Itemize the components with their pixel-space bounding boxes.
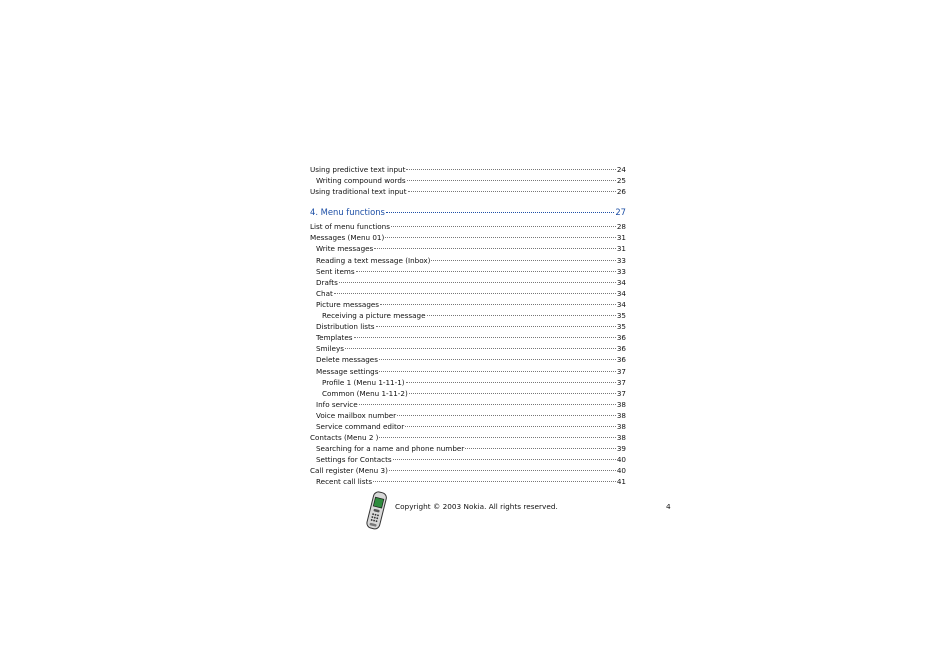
toc-leader-dots <box>374 248 616 249</box>
toc-entry[interactable] <box>310 232 626 243</box>
toc-entry-label: Recent call lists <box>316 477 373 487</box>
toc-entry-label: 4. Menu functions <box>310 207 385 218</box>
toc-leader-dots <box>373 481 616 482</box>
toc-entry-label: Picture messages <box>316 299 380 309</box>
toc-entry[interactable] <box>310 410 626 421</box>
toc-leader-dots <box>465 448 616 449</box>
toc-leader-dots <box>379 359 616 360</box>
toc-leader-dots <box>380 304 616 305</box>
toc-entry-page: 34 <box>616 288 626 298</box>
toc-entry-label: Common (Menu 1-11-2) <box>322 388 408 398</box>
toc-entry-label: Chat <box>316 288 333 298</box>
toc-entry-page: 36 <box>616 344 626 354</box>
toc-entry-label: Using predictive text input <box>310 165 406 174</box>
toc-entry-page: 35 <box>616 311 626 321</box>
toc-entry[interactable] <box>310 164 626 175</box>
toc-entry[interactable] <box>310 186 626 197</box>
toc-entry-label: List of menu functions <box>310 222 390 232</box>
toc-entry[interactable] <box>310 332 626 343</box>
toc-entry-page: 33 <box>616 266 626 276</box>
toc-leader-dots <box>408 191 616 192</box>
toc-entry-label: Delete messages <box>316 355 378 365</box>
toc-entry-page: 40 <box>616 455 626 465</box>
toc-leader-dots <box>339 282 616 283</box>
nokia-phone-icon <box>364 490 390 532</box>
toc-leader-dots <box>407 180 616 181</box>
toc-entry[interactable] <box>310 221 626 232</box>
toc-entry-page: 37 <box>616 366 626 376</box>
toc-entry[interactable] <box>310 243 626 254</box>
toc-entry[interactable] <box>310 454 626 465</box>
toc-leader-dots <box>431 260 615 261</box>
toc-entry-label: Receiving a picture message <box>322 311 426 321</box>
toc-entry-page: 38 <box>616 399 626 409</box>
toc-entry[interactable] <box>310 277 626 288</box>
toc-entry[interactable] <box>310 266 626 277</box>
toc-entry-page: 34 <box>616 277 626 287</box>
toc-leader-dots <box>391 226 616 227</box>
toc-entry[interactable] <box>310 310 626 321</box>
toc-entry-label: Service command editor <box>316 421 405 431</box>
toc-leader-dots <box>386 212 614 213</box>
toc-entry[interactable] <box>310 388 626 399</box>
toc-entry-label: Info service <box>316 399 358 409</box>
toc-entry-page: 38 <box>616 433 626 443</box>
toc-entry-label: Searching for a name and phone number <box>316 444 465 454</box>
toc-entry-label: Using traditional text input <box>310 187 407 197</box>
toc-entry-label: Contacts (Menu 2 ) <box>310 433 379 443</box>
toc-leader-dots <box>385 237 616 238</box>
toc-entry-page: 36 <box>616 355 626 365</box>
toc-entry-page: 31 <box>616 233 626 243</box>
toc-entry-label: Message settings <box>316 366 379 376</box>
toc-leader-dots <box>427 315 616 316</box>
toc-entry-label: Drafts <box>316 277 338 287</box>
table-of-contents <box>310 164 626 488</box>
toc-entry-label: Templates <box>316 333 353 343</box>
toc-entry-page: 38 <box>616 410 626 420</box>
toc-entry-page: 33 <box>616 255 626 265</box>
toc-leader-dots <box>406 169 615 170</box>
toc-entry[interactable] <box>310 432 626 443</box>
toc-entry[interactable] <box>310 366 626 377</box>
toc-leader-dots <box>345 348 616 349</box>
page-footer <box>364 490 674 532</box>
toc-entry-page: 34 <box>616 299 626 309</box>
toc-entry-label: Profile 1 (Menu 1-11-1) <box>322 377 405 387</box>
toc-entry-label: Voice mailbox number <box>316 410 397 420</box>
toc-leader-dots <box>389 470 616 471</box>
toc-leader-dots <box>409 393 616 394</box>
toc-entry[interactable] <box>310 175 626 186</box>
toc-entry-label: Write messages <box>316 244 374 254</box>
toc-entry-label: Distribution lists <box>316 322 375 332</box>
toc-entry-page: 36 <box>616 333 626 343</box>
toc-entry-page: 27 <box>615 207 626 218</box>
toc-entry[interactable] <box>310 377 626 388</box>
toc-entry-page: 35 <box>616 322 626 332</box>
toc-entry-page: 28 <box>616 222 626 232</box>
toc-leader-dots <box>406 382 616 383</box>
toc-leader-dots <box>334 293 616 294</box>
toc-entry-label: Smileys <box>316 344 344 354</box>
toc-entry[interactable] <box>310 465 626 476</box>
toc-entry[interactable] <box>310 421 626 432</box>
toc-entry-label: Messages (Menu 01) <box>310 233 385 243</box>
toc-leader-dots <box>397 415 616 416</box>
toc-entry[interactable] <box>310 343 626 354</box>
toc-entry-label: Reading a text message (Inbox) <box>316 255 431 265</box>
toc-leader-dots <box>376 326 616 327</box>
toc-leader-dots <box>405 426 616 427</box>
toc-entry[interactable] <box>310 321 626 332</box>
toc-entry-page: 39 <box>616 444 626 454</box>
toc-entry-page: 26 <box>616 187 626 197</box>
toc-leader-dots <box>356 271 616 272</box>
toc-entry[interactable] <box>310 443 626 454</box>
toc-leader-dots <box>379 437 615 438</box>
toc-entry-page: 37 <box>616 388 626 398</box>
toc-entry-page: 25 <box>616 176 626 186</box>
toc-entry[interactable] <box>310 399 626 410</box>
toc-entry-page: 41 <box>616 477 626 487</box>
toc-entry[interactable] <box>310 476 626 487</box>
toc-chapter-heading[interactable] <box>310 205 626 220</box>
page-number: 4 <box>666 502 671 511</box>
toc-entry[interactable] <box>310 255 626 266</box>
toc-entry[interactable] <box>310 288 626 299</box>
toc-entry[interactable] <box>310 354 626 365</box>
toc-leader-dots <box>379 371 615 372</box>
toc-entry-label: Sent items <box>316 266 355 276</box>
toc-leader-dots <box>393 459 616 460</box>
toc-leader-dots <box>359 404 616 405</box>
toc-entry-page: 24 <box>616 165 626 174</box>
toc-entry-page: 31 <box>616 244 626 254</box>
toc-entry-label: Call register (Menu 3) <box>310 466 388 476</box>
toc-entry-label: Settings for Contacts <box>316 455 392 465</box>
toc-entry[interactable] <box>310 299 626 310</box>
toc-entry-page: 38 <box>616 421 626 431</box>
toc-leader-dots <box>354 337 616 338</box>
toc-entry-page: 37 <box>616 377 626 387</box>
copyright-text: Copyright © 2003 Nokia. All rights reserved. <box>395 502 558 511</box>
toc-entry-label: Writing compound words <box>316 176 406 186</box>
toc-entry-page: 40 <box>616 466 626 476</box>
